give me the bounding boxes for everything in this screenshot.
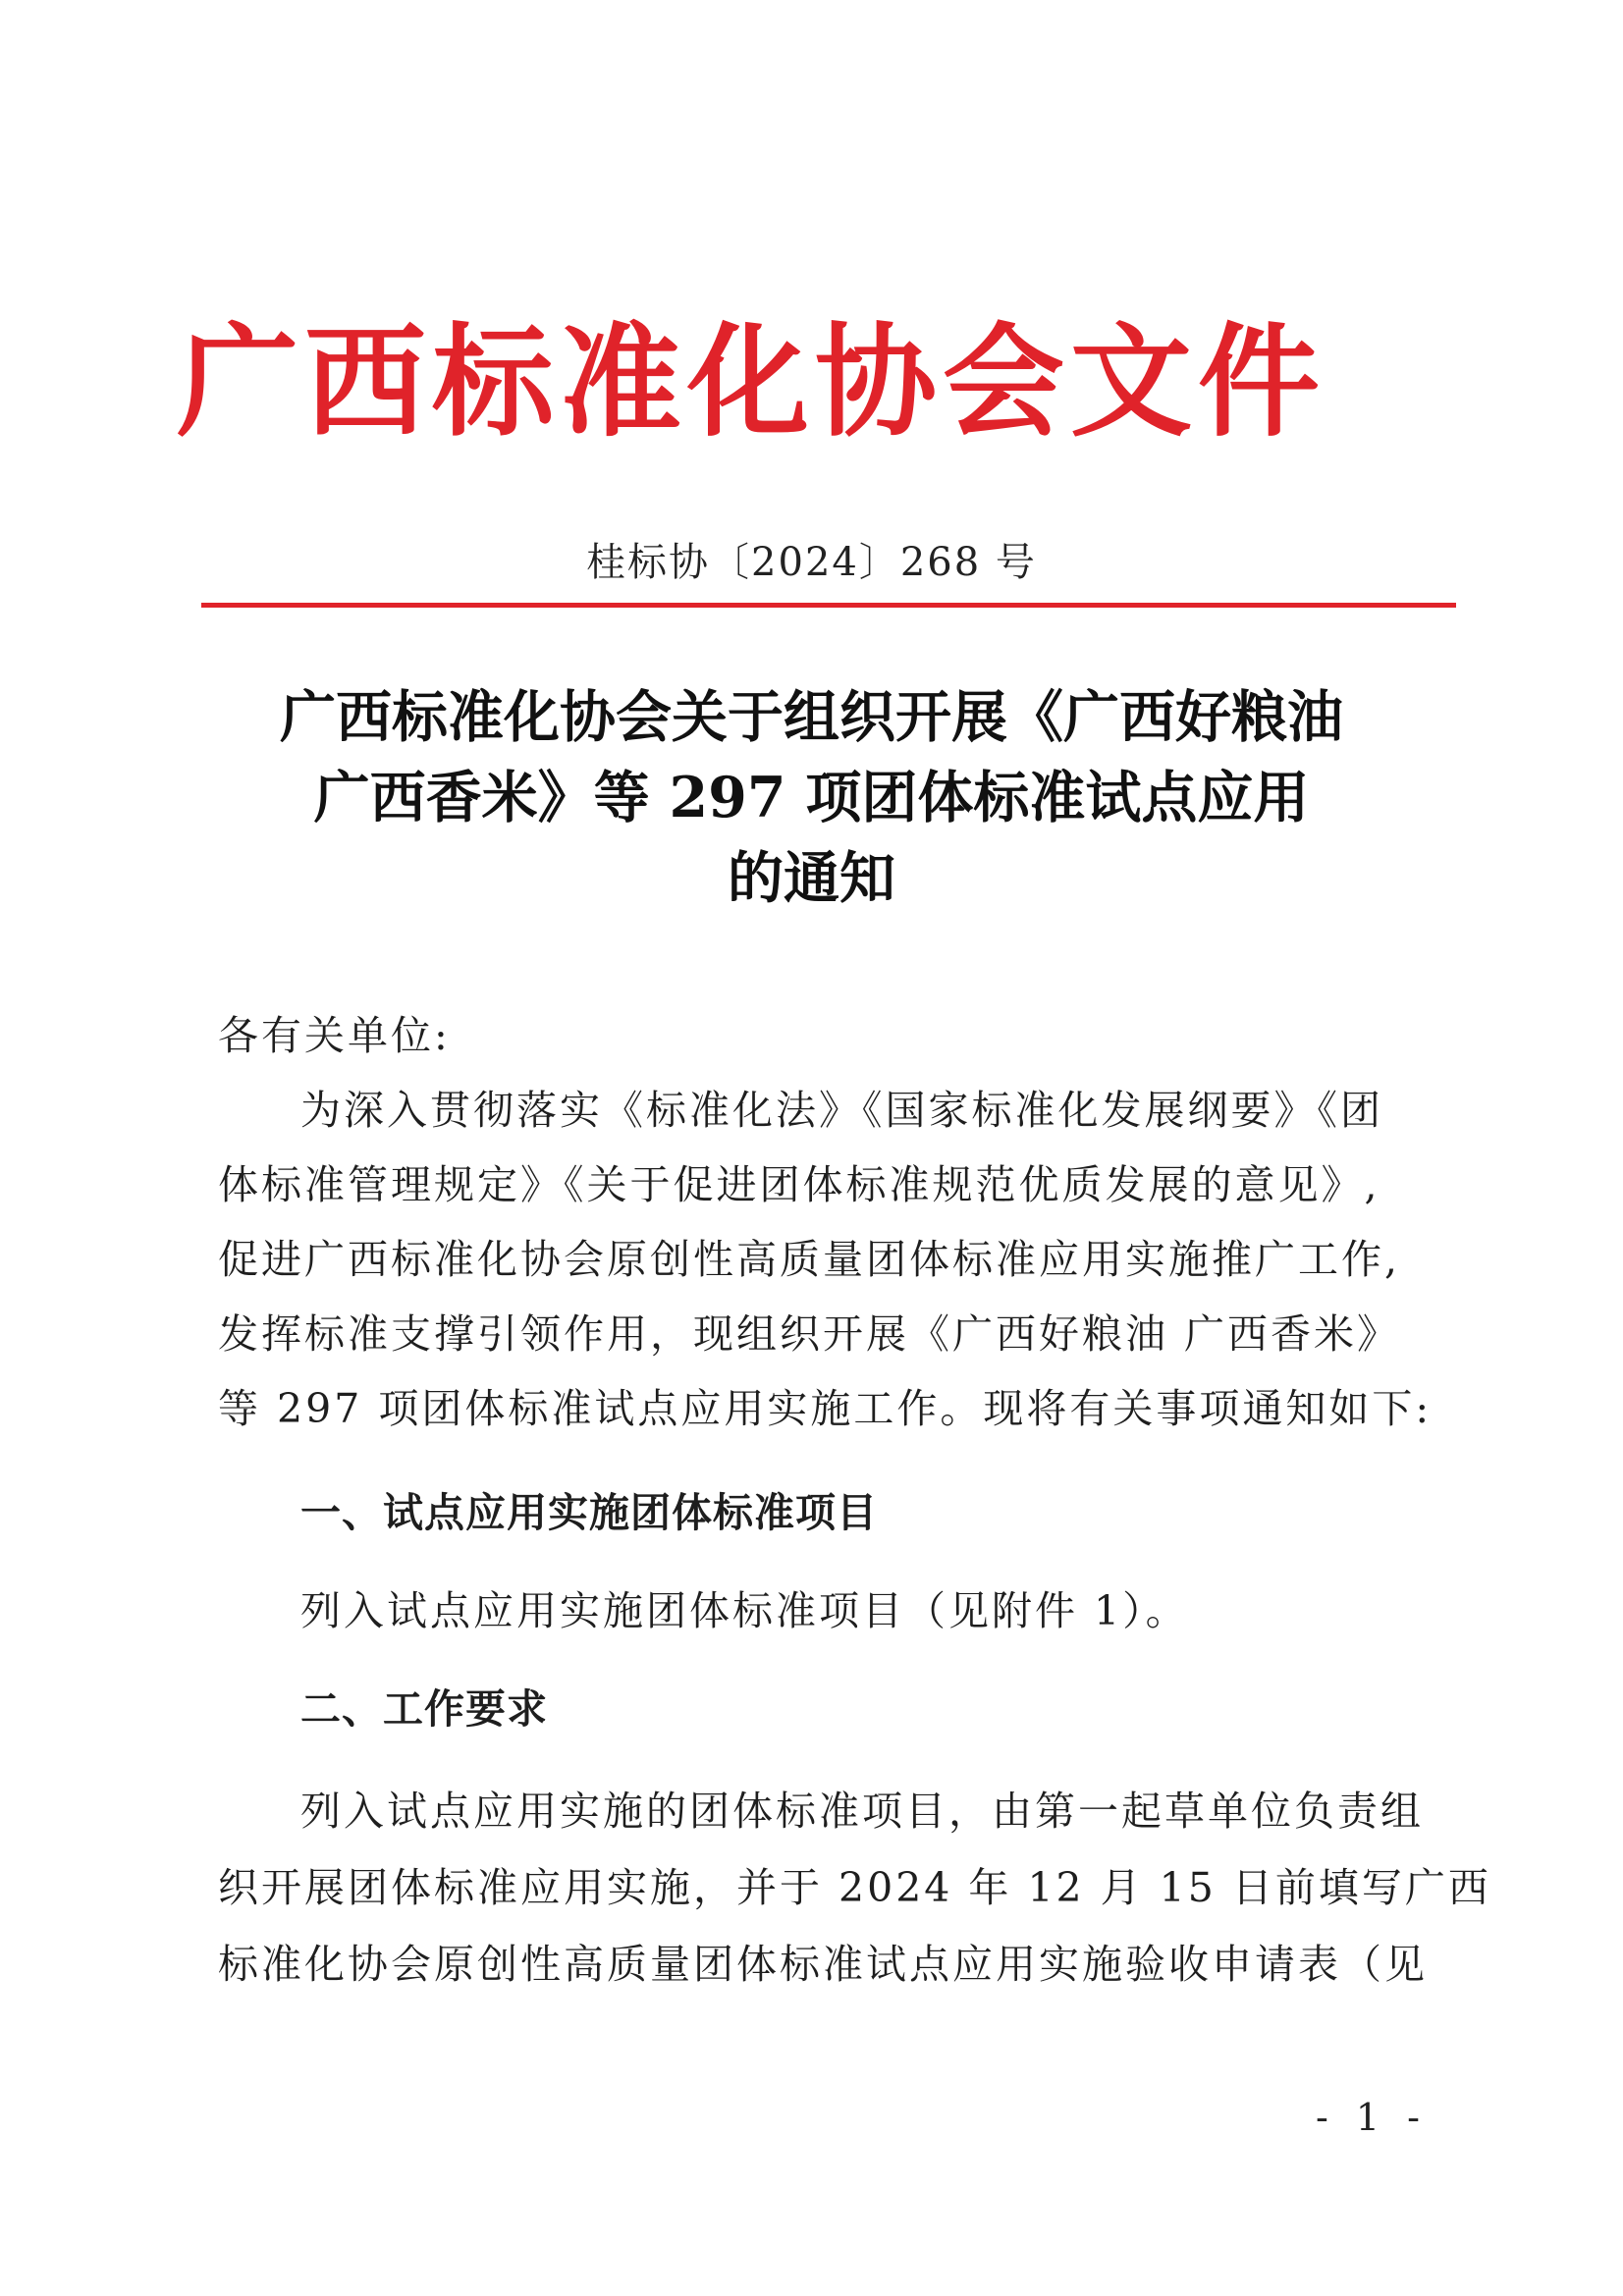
section-text: 列入试点应用实施团体标准项目（见附件 1）。: [300, 1587, 1189, 1634]
paragraph-line: 体标准管理规定》《关于促进团体标准规范优质发展的意见》,: [218, 1161, 1380, 1208]
section-heading: 二、工作要求: [300, 1685, 548, 1733]
paragraph-line: 发挥标准支撑引领作用，现组织开展《广西好粮油 广西香米》: [218, 1310, 1401, 1358]
paragraph-line: 促进广西标准化协会原创性高质量团体标准应用实施推广工作,: [218, 1236, 1401, 1283]
paragraph-line: 等 297 项团体标准试点应用实施工作。现将有关事项通知如下:: [218, 1385, 1433, 1432]
document-number: 桂标协〔2024〕268 号: [586, 540, 1037, 585]
notice-title-line: 广西标准化协会关于组织开展《广西好粮油: [280, 684, 1343, 750]
document-header-title: 广西标准化协会文件: [177, 311, 1326, 454]
paragraph-line: 为深入贯彻落实《标准化法》《国家标准化发展纲要》《团: [300, 1087, 1383, 1134]
page-number: - 1 -: [1316, 2096, 1429, 2139]
salutation: 各有关单位:: [218, 1012, 451, 1059]
paragraph-line: 标准化协会原创性高质量团体标准试点应用实施验收申请表（见: [218, 1941, 1428, 1988]
notice-title-line: 的通知: [728, 845, 895, 911]
notice-title-line: 广西香米》等 297 项团体标准试点应用: [313, 765, 1310, 830]
red-divider-line: [201, 603, 1456, 608]
paragraph-line: 织开展团体标准应用实施，并于 2024 年 12 月 15 日前填写广西: [218, 1864, 1491, 1911]
paragraph-line: 列入试点应用实施的团体标准项目，由第一起草单位负责组: [300, 1788, 1424, 1835]
section-heading: 一、试点应用实施团体标准项目: [300, 1489, 878, 1536]
notice-title: [0, 677, 1623, 919]
